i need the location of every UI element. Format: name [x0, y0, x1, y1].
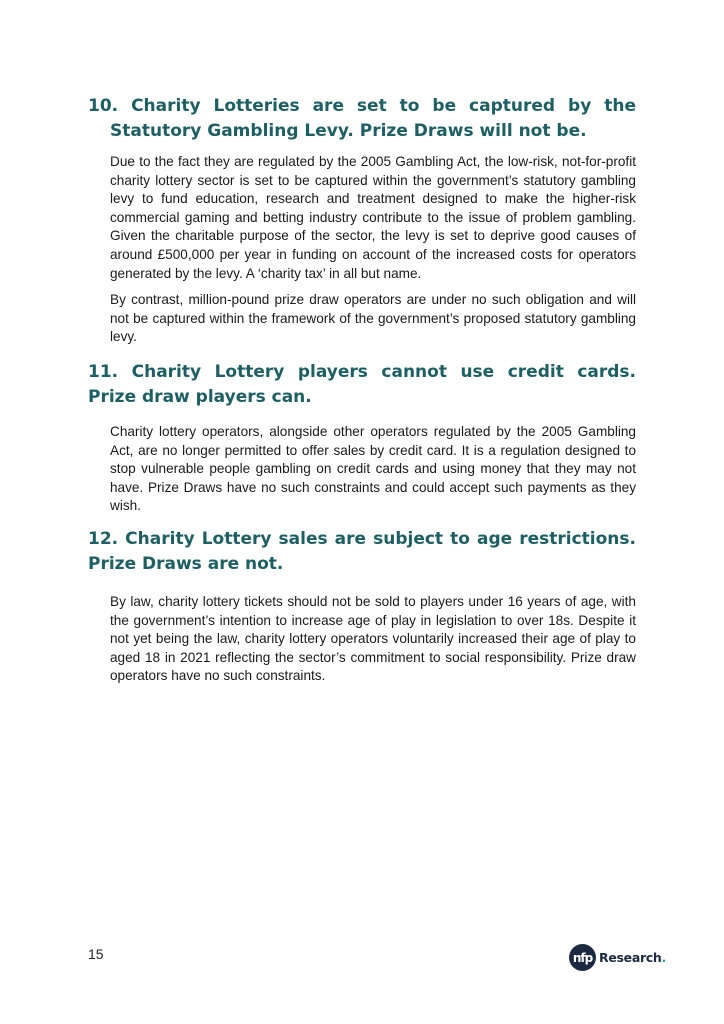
logo-dot: . [661, 950, 666, 965]
section-10-body [110, 153, 636, 347]
section-12-body [110, 593, 636, 686]
section-10-paragraph-1: Due to the fact they are regulated by the 2005 Gambling Act, the low-risk, not-for-profit charity lottery sector is set to be captured within the government’s statutory gambling levy to fund education, research and treatment designed to make the higher-risk commercial gaming and betting industry contribute to the issue of problem gambling. Given the charitable purpose of the sector, the levy is set to deprive good causes of around £500,000 per year in funding on account of the increased costs for operators generated by the levy. A ‘charity tax’ in all but name. [110, 154, 636, 281]
logo-text [599, 950, 666, 965]
section-12-paragraph-1: By law, charity lottery tickets should not be sold to players under 16 years of age, with the government’s intention to increase age of play in legislation to over 18s. Despite it not yet being the law, charity lottery operators voluntarily increased their age of play to aged 18 in 2021 reflecting the sector’s commitment to social responsibility. Prize draw operators have no such constraints. [110, 594, 636, 684]
section-11-body [110, 423, 636, 516]
section-11-heading: 11. Charity Lottery players cannot use credit cards. Prize draw players can. [88, 362, 636, 407]
nfp-logo-icon: nfp [569, 944, 596, 971]
section-11-paragraph-1: Charity lottery operators, alongside other operators regulated by the 2005 Gambling Act, are no longer permitted to offer sales by credit card. It is a regulation designed to stop vulnerable people gambling on credit cards and using money that they may not have. Prize Draws have no such constraints and could accept such payments as they wish. [110, 424, 636, 514]
nfp-research-logo [569, 944, 666, 971]
section-10-heading: 10. Charity Lotteries are set to be captured by the Statutory Gambling Levy. Prize Draws will not be. [88, 96, 636, 141]
logo-word: Research [599, 950, 662, 965]
section-10-paragraph-2: By contrast, million-pound prize draw operators are under no such obligation and will not be captured within the framework of the government’s proposed statutory gambling levy. [110, 292, 636, 345]
page-number: 15 [88, 946, 104, 962]
section-12-heading: 12. Charity Lottery sales are subject to age restrictions. Prize Draws are not. [88, 529, 636, 574]
